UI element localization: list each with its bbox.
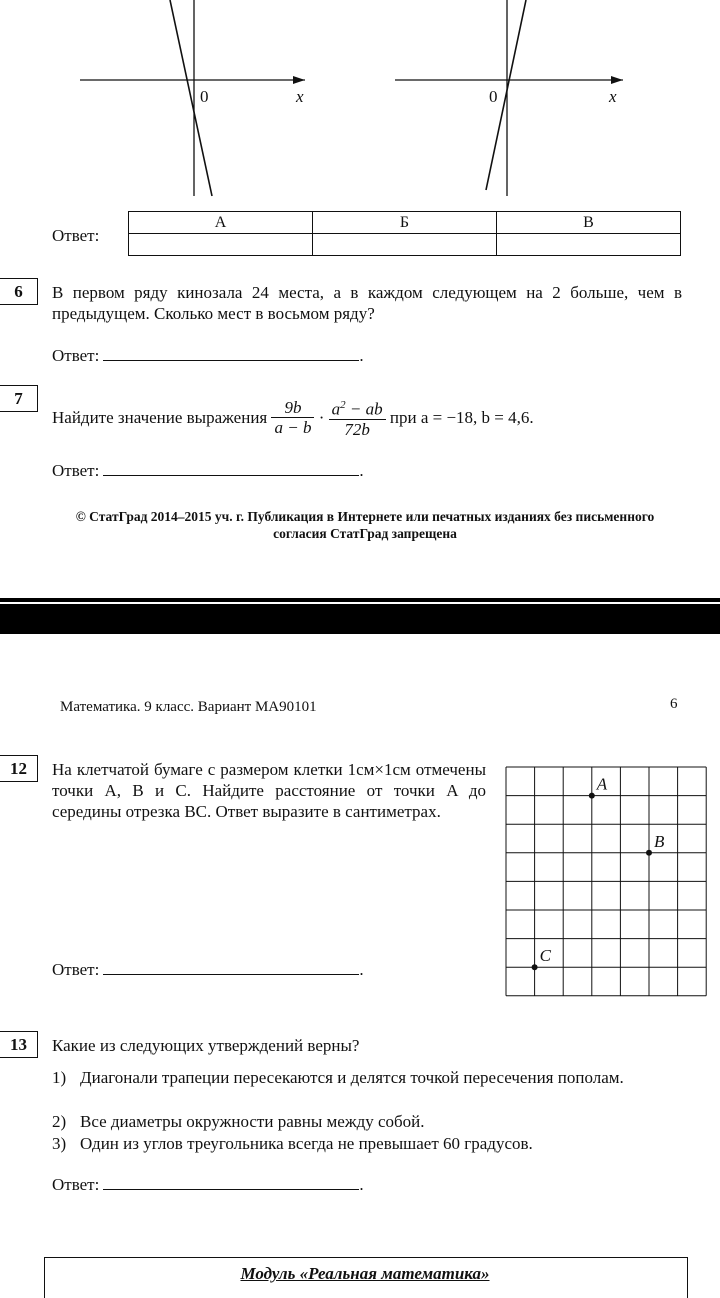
left-graph-origin: 0 (200, 87, 209, 106)
question-13-answer: Ответ: . (52, 1175, 364, 1194)
question-6-answer: Ответ: . (52, 346, 364, 365)
answer-header-c: В (497, 212, 681, 234)
question-7-text: Найдите значение выражения $\frac{9b}{a - b}$ · $\frac{a^2 - ab}{72b}$ при a = −18, b = 4,6. (52, 397, 534, 439)
fraction-1-denominator: a − b (274, 417, 312, 437)
question-13-item-3: 3) Один из углов треугольника всегда не превышает 60 градусов. (52, 1134, 533, 1153)
answer-header-b: Б (313, 212, 497, 234)
point-b (646, 850, 652, 856)
question-6-text: В первом ряду кинозала 24 места, а в каждом следующем на 2 больше, чем в предыдущем. Сколько мест в восьмом ряду? (52, 283, 682, 323)
point-a (589, 793, 595, 799)
point-label-b: B (654, 831, 665, 851)
question-number-12: 12 (0, 755, 38, 782)
question-7-answer: Ответ: . (52, 461, 364, 480)
answer-label: Ответ: (52, 346, 100, 365)
answer-line[interactable] (103, 346, 359, 361)
question-12-text: На клетчатой бумаге с размером клетки 1см×1см отмечены точки A, B и C. Найдите расстояние от точки A до середины отрезка BC. Ответ выразите в сантиметрах. (52, 760, 486, 821)
answer-line[interactable] (103, 960, 359, 975)
point-label-a: A (596, 774, 608, 794)
answer-table (128, 211, 681, 256)
question-13-item-1: 1) Диагонали трапеции пересекаются и делятся точкой пересечения пополам. (52, 1068, 624, 1087)
fraction-2 (329, 396, 386, 439)
fraction-2-denominator: 72b (344, 419, 370, 439)
answer-cell-c[interactable] (497, 234, 681, 256)
question-number-6: 6 (0, 278, 38, 305)
fraction-1 (271, 398, 314, 437)
point-label-c: C (539, 946, 551, 966)
question-number-7: 7 (0, 385, 38, 412)
right-graph-x-label: x (609, 87, 617, 106)
point-c (532, 964, 538, 970)
page-header-title: Математика. 9 класс. Вариант МА90101 (60, 699, 317, 715)
answer-table-label: Ответ: (52, 226, 100, 245)
answer-label: Ответ: (52, 461, 100, 480)
answer-cell-b[interactable] (313, 234, 497, 256)
question-13-text: Какие из следующих утверждений верны? (52, 1036, 360, 1055)
answer-line[interactable] (103, 461, 359, 476)
module-title: Модуль «Реальная математика» (240, 1264, 490, 1283)
answer-label: Ответ: (52, 960, 100, 979)
separator-line (0, 602, 720, 604)
answer-line[interactable] (103, 1175, 359, 1190)
question-7-condition: при a = −18, b = 4,6. (389, 407, 534, 427)
question-13-item-2: 2) Все диаметры окружности равны между собой. (52, 1112, 425, 1131)
fraction-2-numerator: $a^2$ − ab (329, 396, 386, 420)
checkered-grid (505, 766, 709, 998)
left-graph-x-label: x (296, 87, 304, 106)
answer-label: Ответ: (52, 1175, 100, 1194)
answer-cell-a[interactable] (129, 234, 313, 256)
question-number-13: 13 (0, 1031, 38, 1058)
question-7-prompt: Найдите значение выражения (52, 407, 268, 427)
answer-header-a: А (129, 212, 313, 234)
copyright-notice: © СтатГрад 2014–2015 уч. г. Публикация в Интернете или печатных изданиях без письменного согласия СтатГрад запрещена (75, 509, 655, 541)
page-number: 6 (670, 696, 678, 712)
right-graph-origin: 0 (489, 87, 498, 106)
question-12-answer: Ответ: . (52, 960, 364, 979)
fraction-1-numerator: 9b (271, 398, 314, 418)
